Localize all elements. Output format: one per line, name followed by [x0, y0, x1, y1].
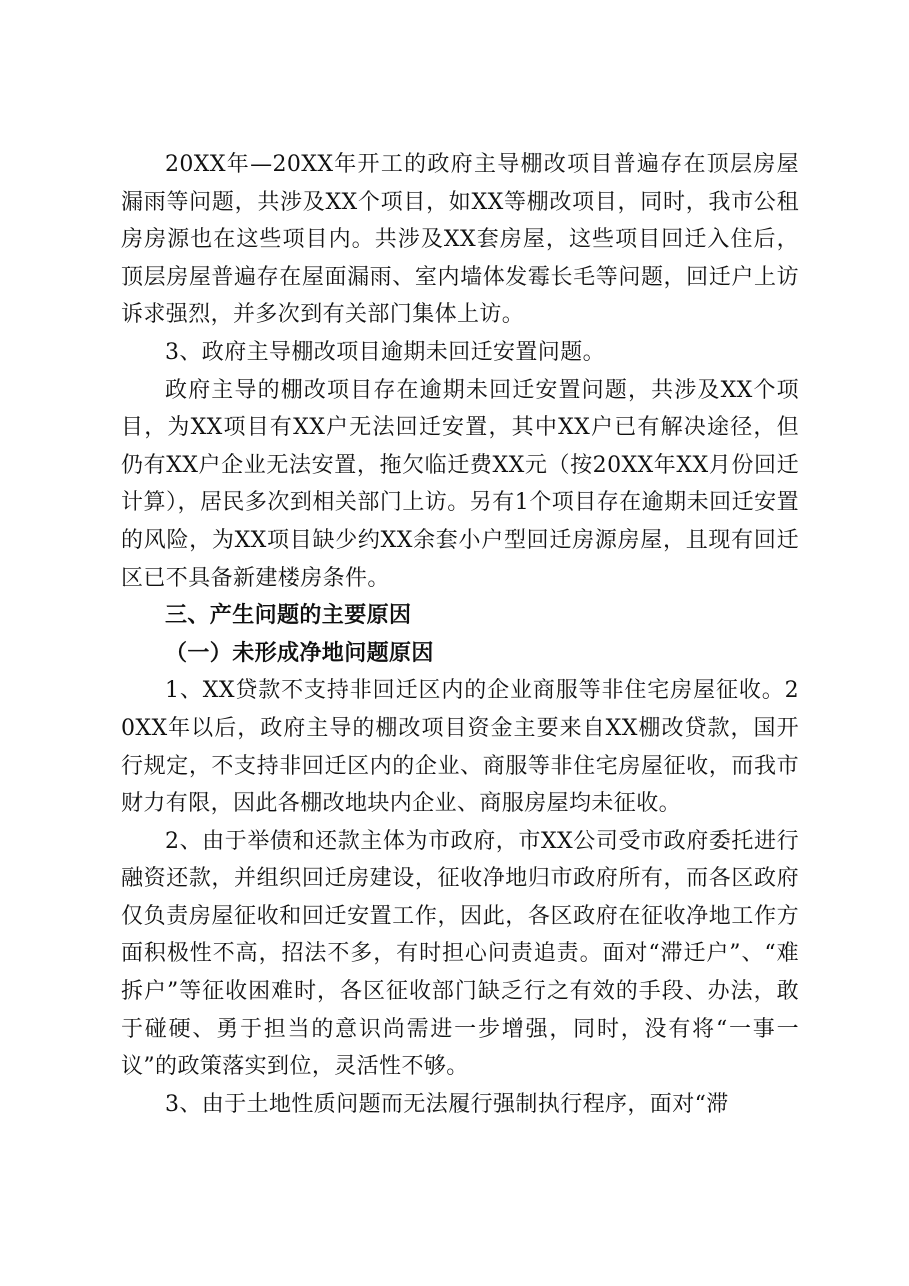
paragraph-roof-leak: 20XX年—20XX年开工的政府主导棚改项目普遍存在顶层房屋漏雨等问题，共涉及XX个项目，如XX等棚改项目，同时，我市公租房房源也在这些项目内。共涉及XX套房屋，这些项目回迁入住后，顶层房屋普遍存在屋面漏雨、室内墙体发霉长毛等问题，回迁户上访诉求强烈，并多次到有关部门集体上访。: [121, 152, 799, 328]
subsection-heading-net-land: （一）未形成净地问题原因: [165, 639, 434, 666]
section-heading-causes: 三、产生问题的主要原因: [165, 602, 412, 629]
paragraph-cause-2: 2、由于举债和还款主体为市政府，市XX公司受市政府委托进行融资还款，并组织回迁房建设，征收净地归市政府所有，而各区政府仅负责房屋征收和回迁安置工作，因此，各区政府在征收净地工作方面积极性不高，招法不多，有时担心问责追责。面对“滞迁户”、“难拆户”等征收困难时，各区征收部门缺乏行之有效的手段、办法，敢于碰硬、勇于担当的意识尚需进一步增强，同时，没有将“一事一议”的政策落实到位，灵活性不够。: [121, 828, 799, 1080]
paragraph-cause-1: 1、XX贷款不支持非回迁区内的企业商服等非住宅房屋征收。20XX年以后，政府主导的棚改项目资金主要来自XX棚改贷款，国开行规定，不支持非回迁区内的企业、商服等非住宅房屋征收，而我市财力有限，因此各棚改地块内企业、商服房屋均未征收。: [121, 678, 799, 817]
paragraph-cause-3: 3、由于土地性质问题而无法履行强制执行程序，面对“滞: [165, 1091, 729, 1117]
document-page: [121, 146, 799, 1123]
paragraph-item-3-title: 3、政府主导棚改项目逾期未回迁安置问题。: [165, 339, 605, 365]
paragraph-overdue-resettlement: 政府主导的棚改项目存在逾期未回迁安置问题，共涉及XX个项目，为XX项目有XX户无法回迁安置，其中XX户已有解决途径，但仍有XX户企业无法安置，拖欠临迁费XX元（按20XX年XX月份回迁计算），居民多次到相关部门上访。另有1个项目存在逾期未回迁安置的风险，为XX项目缺少约XX余套小户型回迁房源房屋，且现有回迁区已不具备新建楼房条件。: [121, 377, 799, 591]
